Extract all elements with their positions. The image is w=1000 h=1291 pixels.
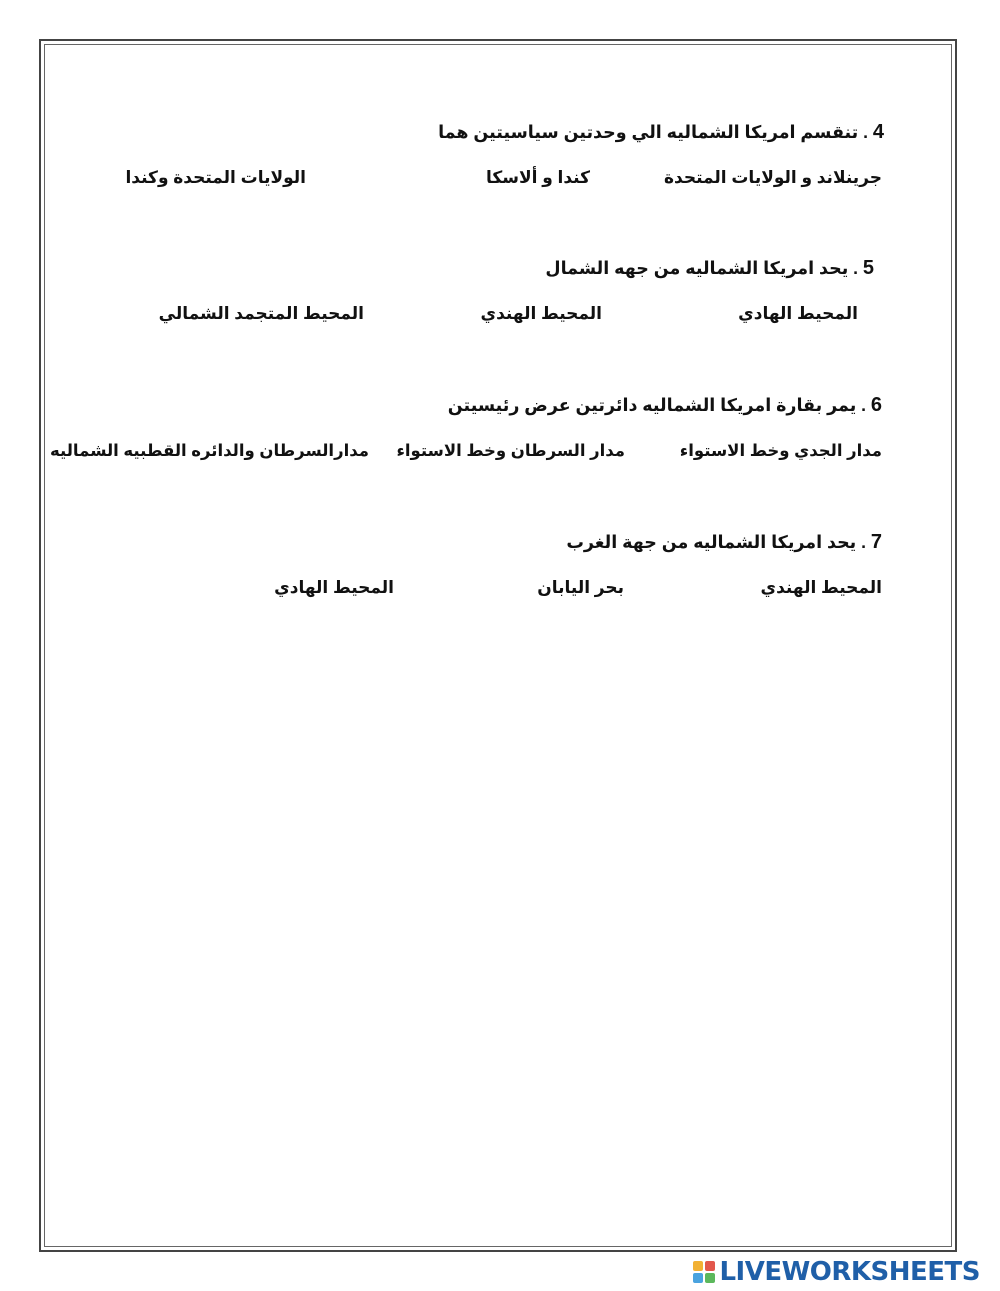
- liveworksheets-logo[interactable]: [693, 1258, 980, 1286]
- question-5-number: 5: [862, 257, 874, 279]
- question-6-number: 6: [870, 394, 882, 416]
- question-7-number: 7: [870, 531, 882, 553]
- logo-square-blue: [693, 1273, 703, 1283]
- question-4-option-1[interactable]: جرينلاند و الولايات المتحدة: [663, 168, 882, 187]
- question-6-option-2[interactable]: مدار السرطان وخط الاستواء: [396, 442, 625, 460]
- logo-square-red: [705, 1261, 715, 1271]
- question-7-option-2[interactable]: بحر اليابان: [537, 578, 624, 597]
- question-5-option-3[interactable]: المحيط المتجمد الشمالي: [158, 304, 364, 323]
- question-7: 7 . يحد امريكا الشماليه من جهة الغرب: [566, 531, 882, 553]
- question-4: 4 . تنقسم امريكا الشماليه الي وحدتين سياسيتين هما: [438, 121, 884, 143]
- question-7-option-3[interactable]: المحيط الهادي: [274, 578, 394, 597]
- page-border-inner: [44, 44, 952, 1247]
- question-5-option-2[interactable]: المحيط الهندي: [480, 304, 602, 323]
- question-4-option-3[interactable]: الولايات المتحدة وكندا: [125, 168, 306, 187]
- question-6-option-3[interactable]: مدارالسرطان والدائره القطبيه الشماليه: [50, 442, 369, 460]
- question-7-text: يحد امريكا الشماليه من جهة الغرب: [566, 532, 857, 552]
- question-5-text: يحد امريكا الشماليه من جهه الشمال: [545, 258, 849, 278]
- liveworksheets-logo-icon: [693, 1261, 715, 1283]
- question-5: 5 . يحد امريكا الشماليه من جهه الشمال: [545, 257, 874, 279]
- question-6-text: يمر بقارة امريكا الشماليه دائرتين عرض رئيسيتن: [447, 395, 857, 415]
- question-6: 6 . يمر بقارة امريكا الشماليه دائرتين عرض رئيسيتن: [447, 394, 882, 416]
- question-5-option-1[interactable]: المحيط الهادي: [738, 304, 858, 323]
- logo-square-yellow: [693, 1261, 703, 1271]
- question-4-option-2[interactable]: كندا و ألاسكا: [486, 168, 590, 187]
- question-6-option-1[interactable]: مدار الجدي وخط الاستواء: [679, 442, 882, 460]
- question-4-text: تنقسم امريكا الشماليه الي وحدتين سياسيتين هما: [438, 122, 859, 142]
- question-7-option-1[interactable]: المحيط الهندي: [760, 578, 882, 597]
- question-4-number: 4: [872, 121, 884, 143]
- logo-square-green: [705, 1273, 715, 1283]
- liveworksheets-logo-text: LIVEWORKSHEETS: [719, 1257, 980, 1287]
